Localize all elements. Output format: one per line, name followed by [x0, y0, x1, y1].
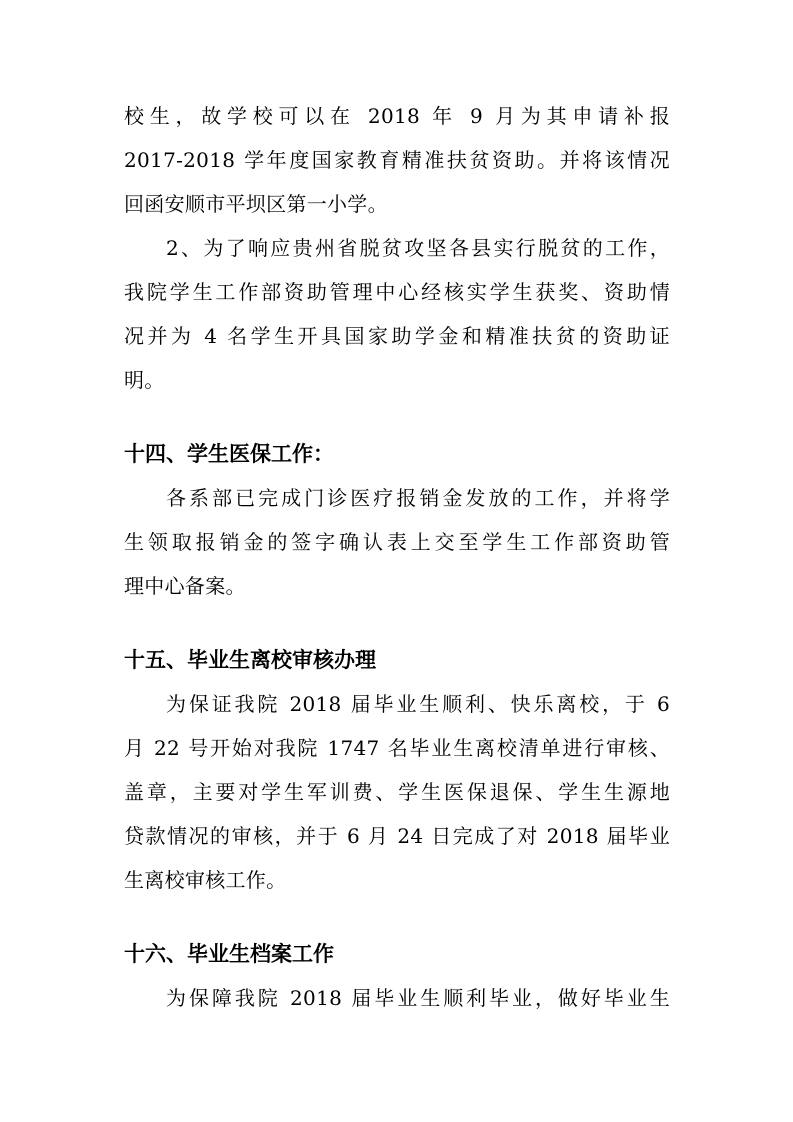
paragraph-line: 明。 — [124, 368, 165, 392]
paragraph-line: 盖章，主要对学生军训费、学生医保退保、学生生源地 — [124, 780, 670, 804]
section-heading: 十四、学生医保工作： — [124, 442, 334, 466]
paragraph-line: 我院学生工作部资助管理中心经核实学生获奖、资助情 — [124, 280, 670, 304]
paragraph-line: 校生，故学校可以在 2018 年 9 月为其申请补报 — [124, 104, 670, 128]
paragraph-line: 各系部已完成门诊医疗报销金发放的工作，并将学 — [166, 486, 670, 510]
paragraph-line: 为保障我院 2018 届毕业生顺利毕业，做好毕业生 — [166, 986, 670, 1010]
paragraph-line: 回函安顺市平坝区第一小学。 — [124, 192, 388, 216]
paragraph-line: 理中心备案。 — [124, 574, 246, 598]
paragraph-line: 为保证我院 2018 届毕业生顺利、快乐离校，于 6 — [166, 692, 670, 716]
paragraph-line: 况并为 4 名学生开具国家助学金和精准扶贫的资助证 — [124, 324, 670, 348]
paragraph-line: 2017-2018 学年度国家教育精准扶贫资助。并将该情况 — [124, 148, 670, 172]
section-heading: 十五、毕业生离校审核办理 — [124, 648, 376, 672]
paragraph-line: 2、为了响应贵州省脱贫攻坚各县实行脱贫的工作， — [166, 236, 670, 260]
section-heading: 十六、毕业生档案工作 — [124, 942, 334, 966]
paragraph-line: 贷款情况的审核，并于 6 月 24 日完成了对 2018 届毕业 — [124, 824, 670, 848]
paragraph-line: 月 22 号开始对我院 1747 名毕业生离校清单进行审核、 — [124, 736, 670, 760]
paragraph-line: 生领取报销金的签字确认表上交至学生工作部资助管 — [124, 530, 670, 554]
paragraph-line: 生离校审核工作。 — [124, 868, 287, 892]
